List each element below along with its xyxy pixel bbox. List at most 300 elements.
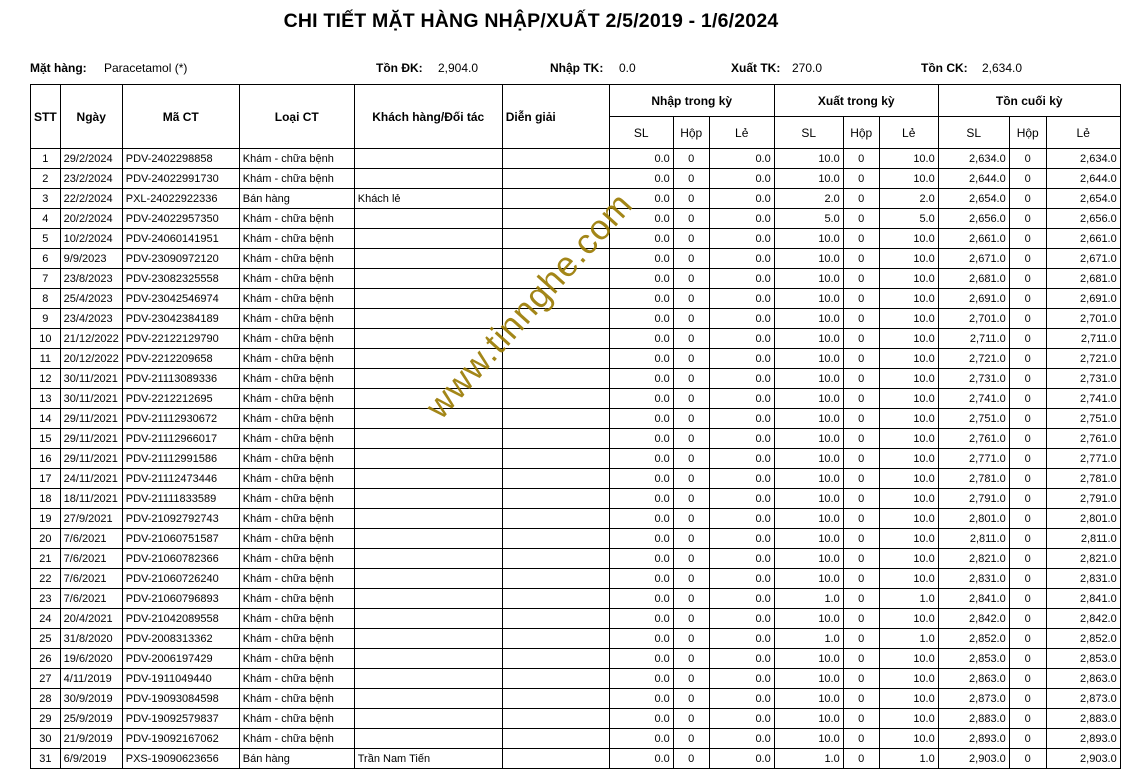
cell-export-le: 10.0 (879, 289, 938, 309)
cell-import-sl: 0.0 (609, 289, 673, 309)
cell-type: Khám - chữa bệnh (239, 349, 354, 369)
cell-import-sl: 0.0 (609, 529, 673, 549)
cell-balance-hop: 0 (1009, 569, 1046, 589)
cell-stt: 29 (31, 709, 61, 729)
cell-code: PDV-23042546974 (122, 289, 239, 309)
cell-code: PDV-2212209658 (122, 349, 239, 369)
cell-date: 23/2/2024 (60, 169, 122, 189)
cell-import-hop: 0 (673, 209, 709, 229)
cell-import-hop: 0 (673, 589, 709, 609)
cell-balance-sl: 2,903.0 (938, 749, 1009, 769)
cell-export-le: 10.0 (879, 569, 938, 589)
table-row (31, 389, 1121, 409)
closing-value: 2,634.0 (982, 61, 1023, 75)
cell-description (502, 609, 609, 629)
closing-label: Tồn CK: (921, 61, 968, 75)
cell-export-sl: 10.0 (774, 469, 843, 489)
group-export: Xuất trong kỳ (774, 85, 938, 117)
cell-balance-sl: 2,644.0 (938, 169, 1009, 189)
cell-partner (354, 289, 502, 309)
group-import: Nhập trong kỳ (609, 85, 774, 117)
cell-import-sl: 0.0 (609, 509, 673, 529)
item-value: Paracetamol (*) (104, 61, 188, 75)
cell-export-hop: 0 (843, 609, 879, 629)
cell-type: Khám - chữa bệnh (239, 689, 354, 709)
cell-export-sl: 10.0 (774, 529, 843, 549)
cell-partner (354, 209, 502, 229)
cell-balance-sl: 2,731.0 (938, 369, 1009, 389)
cell-import-sl: 0.0 (609, 149, 673, 169)
col-type: Loại CT (239, 85, 354, 149)
cell-description (502, 629, 609, 649)
cell-balance-le: 2,841.0 (1046, 589, 1120, 609)
table-row (31, 649, 1121, 669)
cell-description (502, 709, 609, 729)
cell-balance-hop: 0 (1009, 349, 1046, 369)
cell-import-le: 0.0 (709, 389, 774, 409)
cell-export-hop: 0 (843, 229, 879, 249)
cell-stt: 11 (31, 349, 61, 369)
cell-balance-sl: 2,841.0 (938, 589, 1009, 609)
cell-stt: 3 (31, 189, 61, 209)
import-total-label: Nhập TK: (550, 61, 604, 75)
cell-export-le: 5.0 (879, 209, 938, 229)
cell-type: Khám - chữa bệnh (239, 529, 354, 549)
cell-export-sl: 10.0 (774, 549, 843, 569)
cell-import-hop: 0 (673, 749, 709, 769)
cell-stt: 16 (31, 449, 61, 469)
cell-export-hop: 0 (843, 509, 879, 529)
cell-date: 23/8/2023 (60, 269, 122, 289)
cell-description (502, 289, 609, 309)
cell-export-hop: 0 (843, 709, 879, 729)
cell-export-hop: 0 (843, 249, 879, 269)
cell-code: PDV-19092579837 (122, 709, 239, 729)
cell-stt: 2 (31, 169, 61, 189)
cell-import-hop: 0 (673, 189, 709, 209)
cell-code: PDV-19092167062 (122, 729, 239, 749)
cell-import-le: 0.0 (709, 249, 774, 269)
cell-export-hop: 0 (843, 629, 879, 649)
opening-value: 2,904.0 (438, 61, 479, 75)
cell-import-le: 0.0 (709, 669, 774, 689)
cell-import-le: 0.0 (709, 549, 774, 569)
cell-type: Khám - chữa bệnh (239, 469, 354, 489)
cell-code: PDV-21060796893 (122, 589, 239, 609)
cell-import-sl: 0.0 (609, 329, 673, 349)
cell-export-le: 10.0 (879, 429, 938, 449)
cell-code: PDV-21092792743 (122, 509, 239, 529)
cell-description (502, 209, 609, 229)
cell-import-hop: 0 (673, 529, 709, 549)
cell-partner (354, 589, 502, 609)
table-row (31, 269, 1121, 289)
cell-export-le: 10.0 (879, 729, 938, 749)
cell-export-le: 10.0 (879, 309, 938, 329)
cell-export-le: 2.0 (879, 189, 938, 209)
cell-import-sl: 0.0 (609, 409, 673, 429)
cell-code: PDV-21113089336 (122, 369, 239, 389)
cell-type: Khám - chữa bệnh (239, 249, 354, 269)
cell-export-sl: 10.0 (774, 569, 843, 589)
cell-export-sl: 5.0 (774, 209, 843, 229)
cell-export-sl: 1.0 (774, 629, 843, 649)
cell-import-hop: 0 (673, 409, 709, 429)
col-stt: STT (31, 85, 61, 149)
cell-import-hop: 0 (673, 569, 709, 589)
cell-export-hop: 0 (843, 689, 879, 709)
cell-export-le: 10.0 (879, 389, 938, 409)
cell-partner (354, 349, 502, 369)
cell-stt: 13 (31, 389, 61, 409)
table-row (31, 349, 1121, 369)
cell-export-hop: 0 (843, 429, 879, 449)
cell-import-sl: 0.0 (609, 209, 673, 229)
cell-export-hop: 0 (843, 389, 879, 409)
table-row (31, 409, 1121, 429)
cell-description (502, 429, 609, 449)
cell-balance-le: 2,634.0 (1046, 149, 1120, 169)
cell-stt: 15 (31, 429, 61, 449)
cell-export-le: 10.0 (879, 409, 938, 429)
cell-stt: 17 (31, 469, 61, 489)
cell-code: PDV-21060782366 (122, 549, 239, 569)
cell-description (502, 649, 609, 669)
cell-description (502, 169, 609, 189)
cell-export-sl: 10.0 (774, 609, 843, 629)
table-row (31, 609, 1121, 629)
cell-balance-sl: 2,852.0 (938, 629, 1009, 649)
cell-partner (354, 629, 502, 649)
cell-balance-le: 2,821.0 (1046, 549, 1120, 569)
cell-import-hop: 0 (673, 649, 709, 669)
cell-import-le: 0.0 (709, 169, 774, 189)
cell-date: 22/2/2024 (60, 189, 122, 209)
cell-import-hop: 0 (673, 269, 709, 289)
cell-import-hop: 0 (673, 389, 709, 409)
cell-import-hop: 0 (673, 509, 709, 529)
table-body (31, 149, 1121, 769)
table-row (31, 289, 1121, 309)
cell-balance-hop: 0 (1009, 329, 1046, 349)
col-export-le: Lẻ (879, 117, 938, 149)
cell-balance-sl: 2,681.0 (938, 269, 1009, 289)
cell-balance-hop: 0 (1009, 189, 1046, 209)
cell-balance-le: 2,656.0 (1046, 209, 1120, 229)
cell-partner (354, 469, 502, 489)
cell-description (502, 489, 609, 509)
opening-label: Tồn ĐK: (376, 61, 423, 75)
col-partner: Khách hàng/Đối tác (354, 85, 502, 149)
table-row (31, 429, 1121, 449)
cell-export-sl: 10.0 (774, 489, 843, 509)
cell-type: Khám - chữa bệnh (239, 669, 354, 689)
cell-date: 29/11/2021 (60, 409, 122, 429)
cell-import-le: 0.0 (709, 349, 774, 369)
table-row (31, 329, 1121, 349)
cell-balance-le: 2,852.0 (1046, 629, 1120, 649)
col-import-sl: SL (609, 117, 673, 149)
cell-export-hop: 0 (843, 369, 879, 389)
cell-export-hop: 0 (843, 189, 879, 209)
cell-import-le: 0.0 (709, 749, 774, 769)
cell-type: Khám - chữa bệnh (239, 289, 354, 309)
cell-import-le: 0.0 (709, 629, 774, 649)
cell-balance-sl: 2,771.0 (938, 449, 1009, 469)
cell-type: Khám - chữa bệnh (239, 269, 354, 289)
cell-import-sl: 0.0 (609, 629, 673, 649)
table-row (31, 669, 1121, 689)
cell-export-hop: 0 (843, 489, 879, 509)
cell-import-sl: 0.0 (609, 569, 673, 589)
cell-date: 27/9/2021 (60, 509, 122, 529)
cell-type: Khám - chữa bệnh (239, 489, 354, 509)
cell-import-hop: 0 (673, 149, 709, 169)
cell-export-hop: 0 (843, 329, 879, 349)
table-row (31, 709, 1121, 729)
stock-detail-table (30, 84, 1121, 769)
cell-export-le: 10.0 (879, 609, 938, 629)
cell-stt: 28 (31, 689, 61, 709)
cell-code: PDV-2402298858 (122, 149, 239, 169)
cell-stt: 10 (31, 329, 61, 349)
cell-partner (354, 449, 502, 469)
cell-balance-hop: 0 (1009, 549, 1046, 569)
cell-import-le: 0.0 (709, 149, 774, 169)
col-export-sl: SL (774, 117, 843, 149)
table-row (31, 589, 1121, 609)
cell-import-le: 0.0 (709, 729, 774, 749)
cell-balance-le: 2,863.0 (1046, 669, 1120, 689)
col-date: Ngày (60, 85, 122, 149)
cell-type: Khám - chữa bệnh (239, 609, 354, 629)
cell-partner (354, 489, 502, 509)
cell-balance-le: 2,751.0 (1046, 409, 1120, 429)
cell-import-le: 0.0 (709, 369, 774, 389)
cell-description (502, 269, 609, 289)
cell-import-hop: 0 (673, 489, 709, 509)
table-row (31, 689, 1121, 709)
cell-export-le: 10.0 (879, 169, 938, 189)
cell-export-sl: 10.0 (774, 449, 843, 469)
cell-balance-sl: 2,893.0 (938, 729, 1009, 749)
cell-partner (354, 649, 502, 669)
cell-import-sl: 0.0 (609, 489, 673, 509)
cell-import-sl: 0.0 (609, 589, 673, 609)
cell-type: Khám - chữa bệnh (239, 329, 354, 349)
cell-code: PDV-19093084598 (122, 689, 239, 709)
cell-export-sl: 10.0 (774, 309, 843, 329)
cell-balance-hop: 0 (1009, 689, 1046, 709)
cell-import-hop: 0 (673, 349, 709, 369)
cell-export-hop: 0 (843, 169, 879, 189)
cell-export-sl: 10.0 (774, 369, 843, 389)
cell-export-sl: 10.0 (774, 169, 843, 189)
cell-code: PDV-21060726240 (122, 569, 239, 589)
cell-balance-hop: 0 (1009, 249, 1046, 269)
cell-balance-sl: 2,661.0 (938, 229, 1009, 249)
cell-date: 24/11/2021 (60, 469, 122, 489)
cell-import-sl: 0.0 (609, 709, 673, 729)
cell-date: 31/8/2020 (60, 629, 122, 649)
cell-balance-le: 2,701.0 (1046, 309, 1120, 329)
cell-type: Khám - chữa bệnh (239, 589, 354, 609)
cell-code: PDV-2006197429 (122, 649, 239, 669)
cell-partner (354, 509, 502, 529)
cell-balance-hop: 0 (1009, 469, 1046, 489)
cell-balance-hop: 0 (1009, 609, 1046, 629)
cell-type: Khám - chữa bệnh (239, 649, 354, 669)
cell-import-le: 0.0 (709, 429, 774, 449)
cell-description (502, 509, 609, 529)
cell-export-sl: 10.0 (774, 229, 843, 249)
cell-import-hop: 0 (673, 369, 709, 389)
cell-balance-le: 2,873.0 (1046, 689, 1120, 709)
cell-balance-hop: 0 (1009, 669, 1046, 689)
cell-export-hop: 0 (843, 289, 879, 309)
cell-export-hop: 0 (843, 149, 879, 169)
cell-import-le: 0.0 (709, 229, 774, 249)
cell-balance-sl: 2,781.0 (938, 469, 1009, 489)
cell-balance-sl: 2,761.0 (938, 429, 1009, 449)
cell-type: Khám - chữa bệnh (239, 729, 354, 749)
cell-balance-hop: 0 (1009, 309, 1046, 329)
col-import-hop: Hộp (673, 117, 709, 149)
col-import-le: Lẻ (709, 117, 774, 149)
cell-export-hop: 0 (843, 309, 879, 329)
cell-import-sl: 0.0 (609, 729, 673, 749)
cell-stt: 6 (31, 249, 61, 269)
cell-description (502, 669, 609, 689)
cell-balance-hop: 0 (1009, 409, 1046, 429)
cell-export-le: 10.0 (879, 229, 938, 249)
cell-balance-le: 2,761.0 (1046, 429, 1120, 449)
cell-export-le: 10.0 (879, 649, 938, 669)
cell-import-sl: 0.0 (609, 309, 673, 329)
cell-export-hop: 0 (843, 649, 879, 669)
cell-import-le: 0.0 (709, 469, 774, 489)
cell-import-sl: 0.0 (609, 449, 673, 469)
item-label: Mặt hàng: (30, 61, 87, 75)
cell-export-sl: 10.0 (774, 249, 843, 269)
cell-balance-hop: 0 (1009, 229, 1046, 249)
cell-balance-hop: 0 (1009, 509, 1046, 529)
cell-description (502, 229, 609, 249)
cell-type: Khám - chữa bệnh (239, 709, 354, 729)
cell-balance-hop: 0 (1009, 489, 1046, 509)
cell-import-le: 0.0 (709, 269, 774, 289)
cell-code: PDV-23042384189 (122, 309, 239, 329)
cell-import-hop: 0 (673, 609, 709, 629)
cell-description (502, 469, 609, 489)
cell-export-le: 10.0 (879, 669, 938, 689)
cell-date: 7/6/2021 (60, 569, 122, 589)
cell-balance-sl: 2,751.0 (938, 409, 1009, 429)
cell-partner (354, 269, 502, 289)
cell-balance-le: 2,883.0 (1046, 709, 1120, 729)
cell-export-hop: 0 (843, 209, 879, 229)
cell-code: PDV-23082325558 (122, 269, 239, 289)
table-row (31, 229, 1121, 249)
cell-import-le: 0.0 (709, 309, 774, 329)
cell-stt: 22 (31, 569, 61, 589)
cell-import-sl: 0.0 (609, 189, 673, 209)
cell-type: Bán hàng (239, 189, 354, 209)
cell-date: 30/9/2019 (60, 689, 122, 709)
cell-date: 30/11/2021 (60, 369, 122, 389)
cell-balance-le: 2,781.0 (1046, 469, 1120, 489)
cell-stt: 23 (31, 589, 61, 609)
cell-import-hop: 0 (673, 669, 709, 689)
cell-balance-le: 2,842.0 (1046, 609, 1120, 629)
cell-date: 29/2/2024 (60, 149, 122, 169)
cell-code: PXS-19090623656 (122, 749, 239, 769)
cell-partner (354, 389, 502, 409)
cell-stt: 7 (31, 269, 61, 289)
cell-date: 20/4/2021 (60, 609, 122, 629)
cell-balance-le: 2,771.0 (1046, 449, 1120, 469)
cell-date: 20/12/2022 (60, 349, 122, 369)
group-balance: Tồn cuối kỳ (938, 85, 1120, 117)
cell-balance-hop: 0 (1009, 629, 1046, 649)
table-row (31, 149, 1121, 169)
cell-export-le: 10.0 (879, 149, 938, 169)
table-row (31, 209, 1121, 229)
col-balance-sl: SL (938, 117, 1009, 149)
cell-date: 29/11/2021 (60, 449, 122, 469)
cell-code: PXL-24022922336 (122, 189, 239, 209)
cell-export-sl: 10.0 (774, 349, 843, 369)
table-row (31, 169, 1121, 189)
col-balance-le: Lẻ (1046, 117, 1120, 149)
cell-balance-sl: 2,721.0 (938, 349, 1009, 369)
cell-export-sl: 10.0 (774, 429, 843, 449)
cell-balance-sl: 2,842.0 (938, 609, 1009, 629)
cell-export-sl: 10.0 (774, 669, 843, 689)
cell-export-hop: 0 (843, 569, 879, 589)
cell-date: 25/4/2023 (60, 289, 122, 309)
cell-export-le: 10.0 (879, 369, 938, 389)
cell-import-le: 0.0 (709, 709, 774, 729)
cell-description (502, 369, 609, 389)
cell-export-le: 10.0 (879, 529, 938, 549)
cell-description (502, 689, 609, 709)
cell-export-hop: 0 (843, 669, 879, 689)
table-row (31, 249, 1121, 269)
cell-balance-le: 2,644.0 (1046, 169, 1120, 189)
cell-partner (354, 249, 502, 269)
summary-bar (0, 61, 1146, 79)
cell-import-sl: 0.0 (609, 169, 673, 189)
cell-balance-hop: 0 (1009, 749, 1046, 769)
cell-stt: 27 (31, 669, 61, 689)
cell-balance-sl: 2,811.0 (938, 529, 1009, 549)
cell-export-le: 10.0 (879, 249, 938, 269)
cell-type: Khám - chữa bệnh (239, 209, 354, 229)
cell-export-sl: 10.0 (774, 409, 843, 429)
cell-export-hop: 0 (843, 749, 879, 769)
cell-partner (354, 529, 502, 549)
cell-date: 21/12/2022 (60, 329, 122, 349)
cell-export-hop: 0 (843, 269, 879, 289)
cell-date: 9/9/2023 (60, 249, 122, 269)
cell-type: Khám - chữa bệnh (239, 549, 354, 569)
cell-balance-hop: 0 (1009, 289, 1046, 309)
cell-export-sl: 10.0 (774, 149, 843, 169)
cell-partner (354, 149, 502, 169)
cell-date: 20/2/2024 (60, 209, 122, 229)
table-row (31, 469, 1121, 489)
